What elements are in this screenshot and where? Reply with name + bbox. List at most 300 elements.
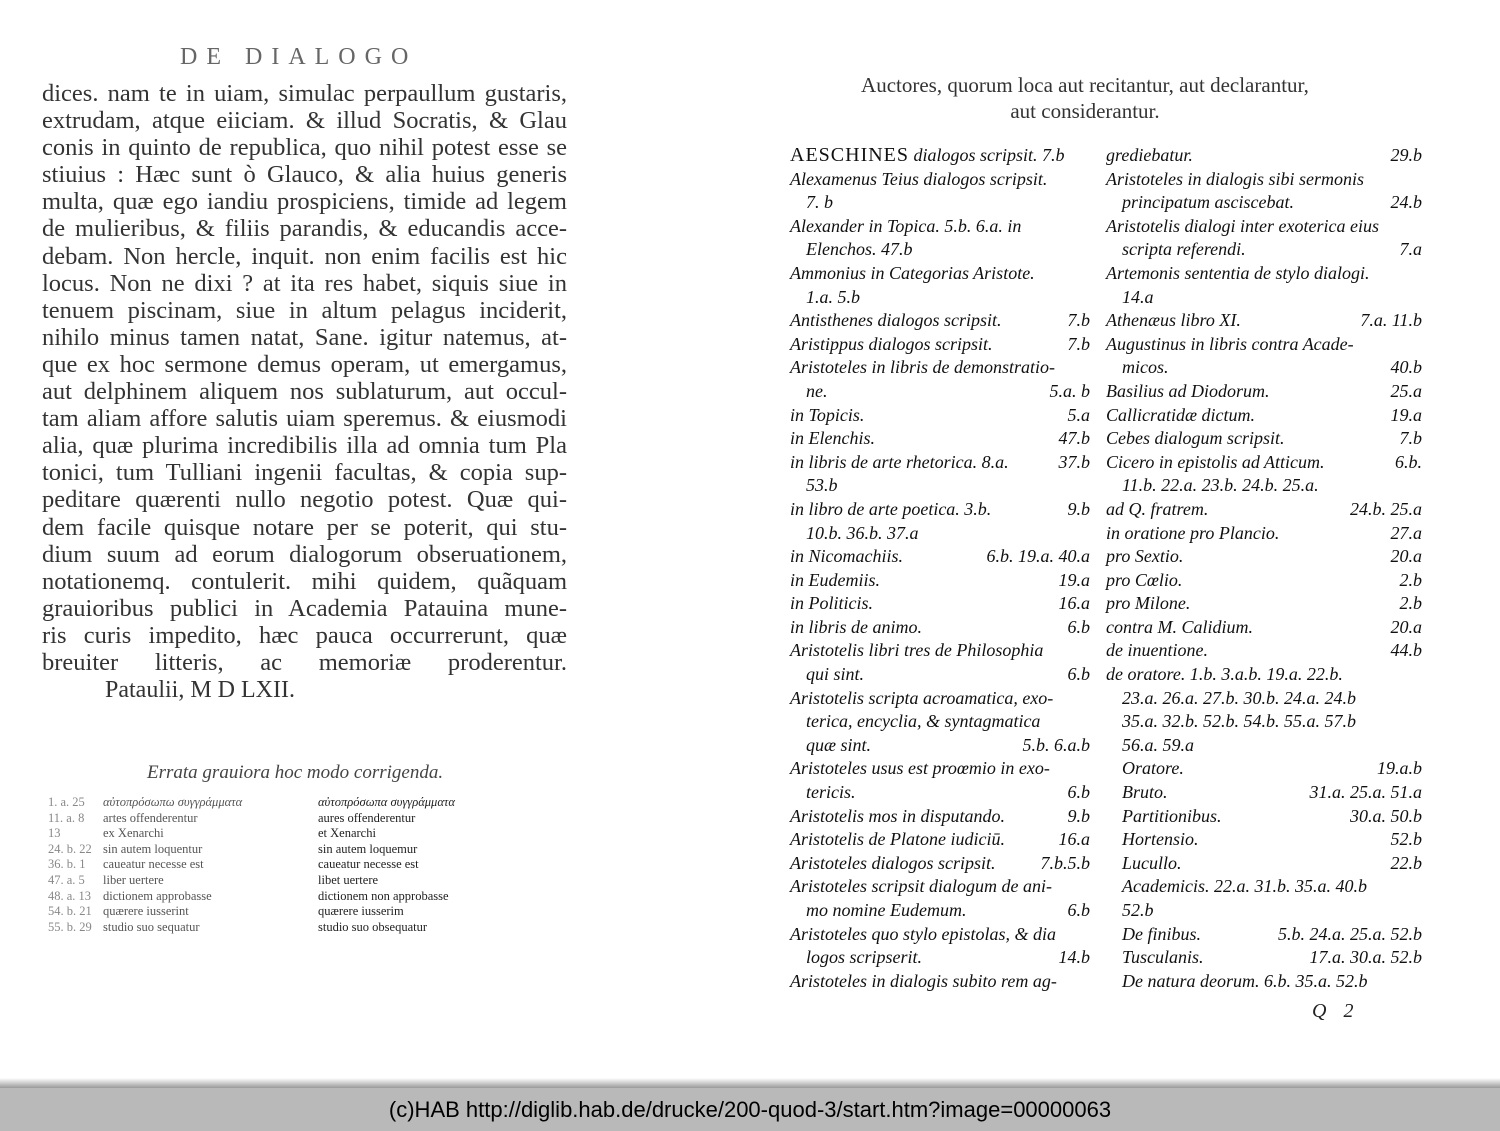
index-entry-pages: 5.a: [1067, 404, 1090, 425]
errata-wrong: quærere iusserint: [103, 904, 189, 919]
index-entry-text: [1106, 309, 1241, 333]
index-entry: [790, 238, 1090, 262]
errata-wrong: liber uertere: [103, 872, 164, 887]
index-entry-text: [1106, 946, 1204, 970]
body-line: dium suum ad eorum dialogorum obseruationem,: [42, 540, 567, 568]
index-entry-label: in libris de arte rhetorica. 8.a.: [790, 451, 1009, 472]
body-text: [42, 80, 567, 676]
index-entry-label: pro Milone.: [1106, 593, 1191, 614]
index-entry-label: micos.: [1122, 357, 1169, 378]
index-entry-pages: 7.b: [1067, 310, 1090, 331]
index-entry-label: principatum asciscebat.: [1122, 192, 1294, 213]
index-entry: [790, 498, 1090, 522]
index-entry: [790, 545, 1090, 569]
index-entry-label: in Nicomachiis.: [790, 546, 903, 567]
index-entry: [1106, 946, 1422, 970]
index-entry-text: [790, 356, 1055, 380]
errata-row: [48, 842, 455, 858]
body-line: tonici, tum Tulliani ingenii facultas, & copia sup-: [42, 459, 567, 487]
index-entry: [1106, 663, 1422, 687]
index-entry-label: Aristotelis scripta acroamatica, exo-: [790, 687, 1054, 708]
index-entry-label: 11.b. 22.a. 23.b. 24.b. 25.a.: [1122, 475, 1319, 496]
index-entry: [790, 286, 1090, 310]
index-entry-pages: 40.b: [1390, 357, 1422, 378]
index-entry-pages: [1416, 168, 1422, 192]
body-line: de mulieribus, & filiis parandis, & educandis acce-: [42, 215, 567, 243]
index-entry: [790, 333, 1090, 357]
index-entry-label: in Elenchis.: [790, 428, 875, 449]
errata-correction: aures offenderentur: [318, 810, 416, 825]
index-entry-pages: 2.b: [1399, 569, 1422, 590]
index-entry-pages: [1416, 663, 1422, 687]
index-entry-pages: [1084, 710, 1090, 734]
index-entry-text: [1106, 923, 1201, 947]
errata-row: [48, 873, 455, 889]
body-line: dem facile quisque notare per se poterit, qui stu-: [42, 513, 567, 541]
index-entry-pages: [1416, 687, 1422, 711]
index-entry-pages: 7.b.5.b: [1040, 852, 1090, 873]
index-entry-pages: 52.b: [1390, 829, 1422, 850]
errata-wrong: sin autem loquentur: [103, 841, 203, 856]
index-entry-text: [790, 404, 864, 428]
index-entry-label: Augustinus in libris contra Acade-: [1106, 333, 1354, 354]
index-entry-pages: [1416, 970, 1422, 994]
index-entry-text: [1106, 356, 1169, 380]
body-line: nihilo minus tamen natat, Sane. igitur natemus, at-: [42, 323, 567, 351]
index-entry: [1106, 852, 1422, 876]
index-entry-pages: 5.a. b: [1049, 380, 1090, 401]
index-entry-pages: 6.b.: [1395, 451, 1422, 472]
errata-reference: 47. a. 5: [48, 872, 85, 887]
index-entry: [1106, 592, 1422, 616]
index-entry-text: [790, 309, 1002, 333]
index-entry-label: Aristotelis de Platone iudiciū.: [790, 829, 1005, 850]
index-entry-text: [1106, 545, 1183, 569]
index-entry: [1106, 569, 1422, 593]
scan-edge: [0, 1078, 1500, 1088]
index-entry-pages: [1416, 286, 1422, 310]
index-entry: [1106, 191, 1422, 215]
index-entry: [790, 899, 1090, 923]
index-title-line: Auctores, quorum loca aut recitantur, aut declarantur,: [861, 73, 1309, 97]
index-entry-text: [790, 144, 1065, 168]
body-line: debam. Non hercle, inquit. non enim facilis est hic: [42, 242, 567, 270]
index-entry-pages: [1084, 168, 1090, 192]
index-entry-pages: 19.a: [1058, 569, 1090, 590]
index-entry: [1106, 498, 1422, 522]
index-entry-label: mo nomine Eudemum.: [806, 900, 967, 920]
index-entry: [1106, 923, 1422, 947]
index-entry: [1106, 522, 1422, 546]
index-entry-label: qui sint.: [806, 664, 865, 685]
body-line: conis in quinto de republica, quo nihil potest esse se: [42, 134, 567, 162]
index-entry-label: de oratore. 1.b. 3.a.b. 19.a. 22.b.: [1106, 664, 1343, 685]
index-entry-text: [1106, 875, 1367, 899]
body-line: grauioribus publici in Academia Patauina mune-: [42, 594, 567, 622]
index-entry: [1106, 805, 1422, 829]
index-entry-text: [790, 168, 1047, 192]
index-entry-text: [790, 639, 1043, 663]
index-entry: [790, 474, 1090, 498]
index-entry-text: [790, 427, 875, 451]
index-entry-text: [1106, 805, 1222, 829]
index-entry-pages: [1084, 262, 1090, 286]
index-entry: [790, 852, 1090, 876]
index-entry-pages: 6.b: [1067, 900, 1090, 920]
index-entry-label: Aristoteles usus est proœmio in exo-: [790, 758, 1050, 779]
index-entry-label: Aristotelis libri tres de Philosophia: [790, 640, 1044, 661]
index-entry-label: Partitionibus.: [1122, 805, 1222, 826]
index-entry-pages: [1084, 215, 1090, 239]
index-entry-label: logos scripserit.: [806, 947, 923, 968]
index-entry-label: Basilius ad Diodorum.: [1106, 380, 1270, 401]
index-entry-pages: [1084, 923, 1090, 947]
index-entry-text: [790, 286, 860, 310]
index-entry-pages: 5.b. 24.a. 25.a. 52.b: [1278, 923, 1422, 944]
index-entry-text: [790, 687, 1053, 711]
index-entry: [790, 781, 1090, 805]
index-entry: [1106, 545, 1422, 569]
index-entry-label: tericis.: [806, 782, 856, 803]
body-line: stiuius : Hæc sunt ò Glauco, & alia huius generis: [42, 161, 567, 189]
index-entry: [790, 215, 1090, 239]
index-entry-label: quæ sint.: [806, 734, 872, 755]
index-entry-label: Lucullo.: [1122, 852, 1182, 873]
index-entry: [1106, 687, 1422, 711]
index-entry-text: [790, 215, 1021, 239]
index-entry-pages: 47.b: [1058, 428, 1090, 449]
signature-mark: Q 2: [1312, 1000, 1354, 1022]
index-entry-label: 10.b. 36.b. 37.a: [806, 522, 919, 543]
index-entry-pages: [1084, 875, 1090, 899]
index-entry: [790, 734, 1090, 758]
index-entry-text: [790, 380, 828, 404]
index-entry-label: Cebes dialogum scripsit.: [1106, 428, 1285, 449]
index-entry-pages: 29.b: [1390, 145, 1422, 165]
index-entry-text: [790, 970, 1057, 994]
index-entry-pages: 44.b: [1390, 640, 1422, 661]
index-entry-pages: 30.a. 50.b: [1350, 805, 1422, 826]
index-entry-text: [790, 569, 880, 593]
body-line: tam aliam affore salutis uiam speremus. & eiusmodi: [42, 405, 567, 433]
index-entry-text: [790, 333, 993, 357]
index-entry: [790, 592, 1090, 616]
index-entry: [790, 262, 1090, 286]
index-entry: [790, 380, 1090, 404]
index-entry-pages: [1084, 356, 1090, 380]
index-entry-label: grediebatur.: [1106, 145, 1193, 165]
index-entry: [1106, 734, 1422, 758]
index-column-right: [1106, 144, 1422, 993]
errata-correction: et Xenarchi: [318, 826, 376, 841]
index-entry: [1106, 262, 1422, 286]
errata-wrong: artes offenderentur: [103, 810, 198, 825]
index-entry-pages: [1084, 191, 1090, 215]
index-entry-label: Aristotelis mos in disputando.: [790, 805, 1006, 826]
index-entry-label: De natura deorum. 6.b. 35.a. 52.b: [1122, 970, 1368, 991]
index-entry-text: [1106, 710, 1356, 734]
body-line: aut delphinem aliquem nos sublaturum, aut occul-: [42, 378, 567, 406]
index-entry: [1106, 333, 1422, 357]
index-entry-pages: 22.b: [1390, 852, 1422, 873]
index-entry-text: [1106, 828, 1199, 852]
footer-credit: (c)HAB http://diglib.hab.de/drucke/200-quod-3/start.htm?image=00000063: [0, 1088, 1500, 1131]
index-entry: [1106, 757, 1422, 781]
index-entry-label: in Topicis.: [790, 404, 865, 425]
index-entry-label: ne.: [806, 380, 828, 401]
index-entry: [1106, 286, 1422, 310]
errata-row: [48, 795, 455, 811]
index-entry-text: [790, 923, 1056, 947]
index-entry: [790, 356, 1090, 380]
index-entry-pages: [1084, 639, 1090, 663]
body-line: notationemq. contulerit. mihi quidem, quãquam: [42, 567, 567, 595]
index-entry-text: [1106, 498, 1208, 522]
index-entry-label: Elenchos. 47.b: [806, 239, 913, 260]
index-entry: [790, 144, 1090, 168]
body-line: dices. nam te in uiam, simulac perpaullum gustaris,: [42, 80, 567, 107]
index-entry-pages: [1084, 474, 1090, 498]
index-entry-text: [790, 946, 922, 970]
index-entry-label: terica, encyclia, & syntagmatica: [806, 711, 1041, 732]
index-entry-text: [1106, 451, 1325, 475]
index-entry: [1106, 616, 1422, 640]
index-entry: [1106, 309, 1422, 333]
index-entry-pages: 6.b. 19.a. 40.a: [986, 546, 1090, 567]
index-entry-text: [790, 498, 991, 522]
index-entry: [1106, 427, 1422, 451]
index-entry-text: [790, 899, 966, 923]
index-entry: [1106, 404, 1422, 428]
index-entry: [1106, 238, 1422, 262]
index-entry-label: 1.a. 5.b: [806, 286, 860, 307]
body-line: peditare quærenti nullo negotio potest. Quæ qui-: [42, 486, 567, 514]
index-entry-label: Tusculanis.: [1122, 947, 1204, 968]
body-line: tenuem piscinam, siue in altum pelagus inciderit,: [42, 296, 567, 324]
index-entry: [790, 663, 1090, 687]
index-entry-text: [790, 663, 864, 687]
index-entry-text: [790, 852, 996, 876]
errata-correction: αὐτοπρόσωπα συγγράμματα: [318, 795, 455, 809]
index-entry-pages: [1084, 757, 1090, 781]
index-entry-label: Aristotelis dialogi inter exoterica eius: [1106, 215, 1379, 236]
errata-reference: 24. b. 22: [48, 841, 92, 856]
index-entry-pages: 9.b: [1067, 805, 1090, 826]
index-entry: [1106, 474, 1422, 498]
index-entry: [790, 828, 1090, 852]
index-entry-label: Aristoteles quo stylo epistolas, & dia: [790, 923, 1056, 944]
index-entry-text: [1106, 569, 1182, 593]
index-entry-text: [790, 238, 912, 262]
index-entry-pages: [1084, 238, 1090, 262]
index-entry-label: Antisthenes dialogos scripsit.: [790, 310, 1002, 331]
index-entry-label: Aristoteles in dialogis sibi sermonis: [1106, 168, 1365, 189]
index-entry-label: 52.b: [1122, 900, 1154, 920]
index-entry-label: de inuentione.: [1106, 640, 1208, 661]
index-entry-pages: 7.a. 11.b: [1360, 310, 1422, 331]
index-entry-text: [790, 734, 871, 758]
index-entry-text: [790, 191, 833, 215]
body-line: ris curis impedito, hæc pauca occurrerunt, quæ: [42, 621, 567, 649]
index-entry-text: [1106, 168, 1364, 192]
index-entry-label: Cicero in epistolis ad Atticum.: [1106, 451, 1325, 472]
index-entry-pages: 2.b: [1399, 593, 1422, 614]
index-entry-pages: 24.b. 25.a: [1350, 498, 1422, 519]
index-entry-label: Hortensio.: [1122, 829, 1199, 850]
index-entry-text: [1106, 144, 1193, 168]
index-entry-label: Academicis. 22.a. 31.b. 35.a. 40.b: [1122, 876, 1367, 897]
errata-wrong: caueatur necesse est: [103, 857, 204, 872]
index-entry-label: Aristoteles scripsit dialogum de ani-: [790, 876, 1052, 897]
body-line: que ex hoc sermone demus operam, ut emergamus,: [42, 350, 567, 378]
index-entry: [790, 427, 1090, 451]
body-line: locus. Non ne dixi ? at ita res habet, siquis siue in: [42, 269, 567, 297]
index-entry-initial: AESCHINES: [790, 144, 910, 166]
index-entry-pages: 7.a: [1399, 239, 1422, 260]
index-entry-label: Aristippus dialogos scripsit.: [790, 333, 993, 354]
index-entry-text: [1106, 238, 1246, 262]
body-line: breuiter litteris, ac memoriæ proderentur.: [42, 648, 567, 676]
index-entry: [790, 923, 1090, 947]
index-entry-text: [790, 592, 873, 616]
errata-reference: 13: [48, 826, 61, 841]
index-entry: [1106, 215, 1422, 239]
index-entry-pages: [1416, 215, 1422, 239]
index-entry-label: 7. b: [806, 192, 833, 213]
index-entry-text: [1106, 687, 1356, 711]
errata-row: [48, 857, 455, 873]
index-entry-label: Aristoteles in dialogis subito rem ag-: [790, 970, 1057, 991]
index-entry-label: in libro de arte poetica. 3.b.: [790, 498, 992, 519]
index-entry-pages: 19.a: [1390, 404, 1422, 425]
index-entry-text: [1106, 333, 1354, 357]
errata-wrong: ex Xenarchi: [103, 826, 164, 841]
errata-row: [48, 826, 455, 842]
index-entry: [790, 569, 1090, 593]
index-entry-text: [1106, 404, 1255, 428]
index-entry-label: ad Q. fratrem.: [1106, 498, 1209, 519]
index-entry: [790, 687, 1090, 711]
errata-reference: 54. b. 21: [48, 904, 92, 919]
index-entry-label: pro Cœlio.: [1106, 569, 1183, 590]
index-entry-pages: 7.b: [1399, 428, 1422, 449]
index-entry: [790, 309, 1090, 333]
index-entry-text: [790, 474, 838, 498]
index-column-left: [790, 144, 1090, 993]
index-entry-pages: [1084, 970, 1090, 994]
index-entry-pages: [1416, 333, 1422, 357]
index-entry: [1106, 828, 1422, 852]
index-entry: [1106, 875, 1422, 899]
index-entry: [790, 946, 1090, 970]
index-entry-pages: [1084, 522, 1090, 546]
errata-row: [48, 889, 455, 905]
errata-wrong: dictionem approbasse: [103, 888, 212, 903]
index-entry-label: 23.a. 26.a. 27.b. 30.b. 24.a. 24.b: [1122, 687, 1356, 708]
index-entry-text: [1106, 757, 1184, 781]
index-entry-pages: 25.a: [1390, 380, 1422, 401]
index-entry-text: [790, 616, 922, 640]
index-entry: [790, 168, 1090, 192]
index-entry: [1106, 899, 1422, 923]
index-entry-text: [790, 710, 1040, 734]
index-entry: [790, 404, 1090, 428]
index-entry-text: [1106, 474, 1319, 498]
errata-correction: dictionem non approbasse: [318, 888, 449, 903]
index-entry-text: [1106, 286, 1154, 310]
index-entry-pages: [1416, 710, 1422, 734]
index-entry-pages: 20.a: [1390, 546, 1422, 567]
index-entry-text: [1106, 639, 1208, 663]
body-line: extrudam, atque eiiciam. & illud Socratis, & Glau: [42, 107, 567, 135]
index-entry: [1106, 710, 1422, 734]
errata-reference: 11. a. 8: [48, 810, 85, 825]
index-entry: [790, 616, 1090, 640]
index-entry-label: contra M. Calidium.: [1106, 616, 1253, 637]
errata-reference: 55. b. 29: [48, 919, 92, 934]
index-title-line: aut considerantur.: [1010, 99, 1160, 123]
index-entry-label: Aristoteles dialogos scripsit.: [790, 852, 996, 873]
errata-row: [48, 904, 455, 920]
index-entry-label: 56.a. 59.a: [1122, 734, 1194, 755]
index-entry-text: [790, 522, 919, 546]
index-entry-text: [790, 781, 856, 805]
index-entry-label: Artemonis sententia de stylo dialogi.: [1106, 262, 1370, 283]
index-entry-label: Alexander in Topica. 5.b. 6.a. in: [790, 215, 1022, 236]
index-entry-pages: 6.b: [1067, 616, 1090, 637]
index-entry-text: [1106, 262, 1369, 286]
index-entry-text: [1106, 427, 1285, 451]
index-entry: [1106, 168, 1422, 192]
index-entry-label: scripta referendi.: [1122, 239, 1246, 260]
index-entry-pages: 16.a: [1058, 593, 1090, 614]
index-entry: [1106, 451, 1422, 475]
errata-correction: quærere iusserim: [318, 904, 404, 919]
errata-reference: 1. a. 25: [48, 795, 85, 809]
index-entry-label: in oratione pro Plancio.: [1106, 522, 1280, 543]
index-entry: [790, 639, 1090, 663]
index-entry-label: Alexamenus Teius dialogos scripsit.: [790, 168, 1048, 189]
index-entry-text: [790, 451, 1009, 475]
index-entry-label: Athenæus libro XI.: [1106, 310, 1241, 331]
index-entry-label: Bruto.: [1122, 782, 1168, 803]
index-entry: [790, 875, 1090, 899]
body-line: multa, quæ ego iandiu prospiciens, timide ad legem: [42, 188, 567, 216]
index-entry: [790, 710, 1090, 734]
index-entry-text: [1106, 852, 1182, 876]
errata-wrong: studio suo sequatur: [103, 919, 200, 934]
index-entry: [1106, 781, 1422, 805]
index-entry-pages: [1084, 687, 1090, 711]
index-entry-text: [1106, 663, 1343, 687]
errata-reference: 48. a. 13: [48, 888, 92, 903]
index-entry: [1106, 356, 1422, 380]
index-entry-label: 35.a. 32.b. 52.b. 54.b. 55.a. 57.b: [1122, 711, 1356, 732]
index-entry-text: [790, 828, 1005, 852]
errata-row: [48, 920, 455, 936]
index-entry-label: in Eudemiis.: [790, 569, 880, 590]
index-entry: [790, 451, 1090, 475]
errata-row: [48, 811, 455, 827]
index-entry: [1106, 970, 1422, 994]
index-entry-label: Ammonius in Categorias Aristote.: [790, 262, 1035, 283]
index-entry-label: in Politicis.: [790, 593, 873, 614]
index-entry-text: [1106, 734, 1194, 758]
index-entry: [1106, 380, 1422, 404]
index-entry-label: De finibus.: [1122, 923, 1201, 944]
closing-dateline: Pataulii, M D LXII.: [105, 677, 295, 703]
index-entry-text: [1106, 592, 1190, 616]
